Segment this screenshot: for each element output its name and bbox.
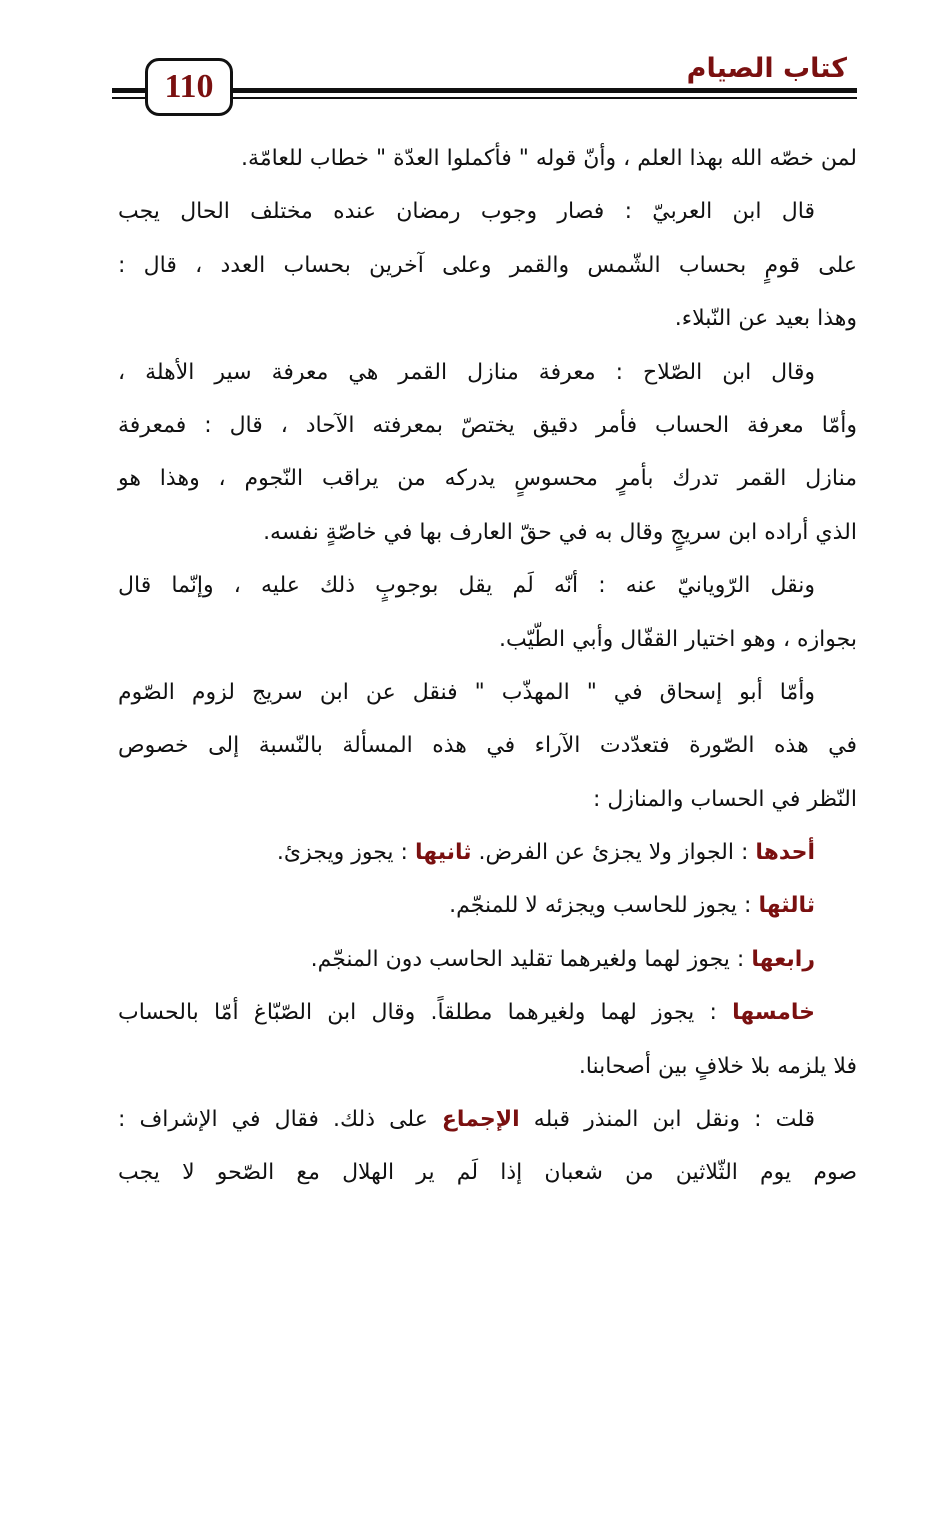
qult-text: قلت : ونقل ابن المنذر قبله (519, 1107, 815, 1133)
opinion-line (118, 933, 857, 986)
opinion-label: خامسها (732, 1000, 815, 1026)
text-line: وأمّا أبو إسحاق في " المهذّب " فنقل عن ابن سريج لزوم الصّوم (118, 679, 815, 705)
opinion-line (118, 986, 857, 1039)
opinion-text: : يجوز لهما ولغيرهما مطلقاً. وقال ابن الصّبّاغ أمّا بالحساب (118, 1000, 733, 1026)
page-body (118, 132, 857, 1200)
opinion-text: : يجوز لهما ولغيرهما تقليد الحاسب دون المنجّم. (310, 946, 752, 972)
text-line: وقال ابن الصّلاح : معرفة منازل القمر هي معرفة سير الأهلة ، (118, 359, 815, 385)
opinion-label: ثانيها (414, 840, 472, 866)
text-line: قال ابن العربيّ : فصار وجوب رمضان عنده مختلف الحال يجب (118, 199, 815, 225)
page-header (0, 0, 945, 130)
opinion-label: ثالثها (758, 893, 815, 919)
opinion-line (118, 879, 857, 932)
opinion-line (118, 826, 857, 879)
text-line: صوم يوم الثّلاثين من شعبان إذا لَم ير الهلال مع الصّحو لا يجب (118, 1160, 857, 1186)
opinion-label: أحدها (755, 840, 815, 866)
qult-text: على ذلك. فقال في الإشراف : (118, 1107, 442, 1133)
text-line: ونقل الرّويانيّ عنه : أنّه لَم يقل بوجوبٍ ذلك عليه ، وإنّما قال (118, 573, 815, 599)
page-number: 110 (145, 58, 233, 116)
text-line: لمن خصّه الله بهذا العلم ، وأنّ قوله " فأكملوا العدّة " خطاب للعامّة. (241, 146, 857, 171)
text-line: وهذا بعيد عن النّبلاء. (674, 306, 857, 332)
text-line (118, 1093, 857, 1146)
text-line: وأمّا معرفة الحساب فأمر دقيق يختصّ بمعرفته الآحاد ، قال : فمعرفة (118, 412, 857, 438)
text-line: بجوازه ، وهو اختيار القفّال وأبي الطّيّب. (499, 626, 857, 652)
text-line: فلا يلزمه بلا خلافٍ بين أصحابنا. (578, 1053, 857, 1079)
opinion-text: : يجوز للحاسب ويجزئه لا للمنجّم. (449, 893, 759, 919)
text-line: على قومٍ بحساب الشّمس والقمر وعلى آخرين بحساب العدد ، قال : (118, 252, 857, 278)
text-line: منازل القمر تدرك بأمرٍ محسوسٍ يدركه من يراقب النّجوم ، وهذا هو (118, 466, 857, 492)
book-title: كتاب الصيام (686, 53, 847, 84)
opinion-text: : يجوز ويجزئ. (276, 840, 415, 866)
opinion-label: رابعها (751, 946, 815, 972)
text-line: الذي أراده ابن سريجٍ وقال به في حقّ العارف بها في خاصّةٍ نفسه. (263, 519, 857, 545)
ijma-highlight: الإجماع (441, 1107, 520, 1133)
text-line: النّظر في الحساب والمنازل : (592, 786, 857, 812)
opinion-text: : الجواز ولا يجزئ عن الفرض. (471, 840, 756, 866)
text-line: في هذه الصّورة فتعدّدت الآراء في هذه المسألة بالنّسبة إلى خصوص (118, 733, 857, 759)
